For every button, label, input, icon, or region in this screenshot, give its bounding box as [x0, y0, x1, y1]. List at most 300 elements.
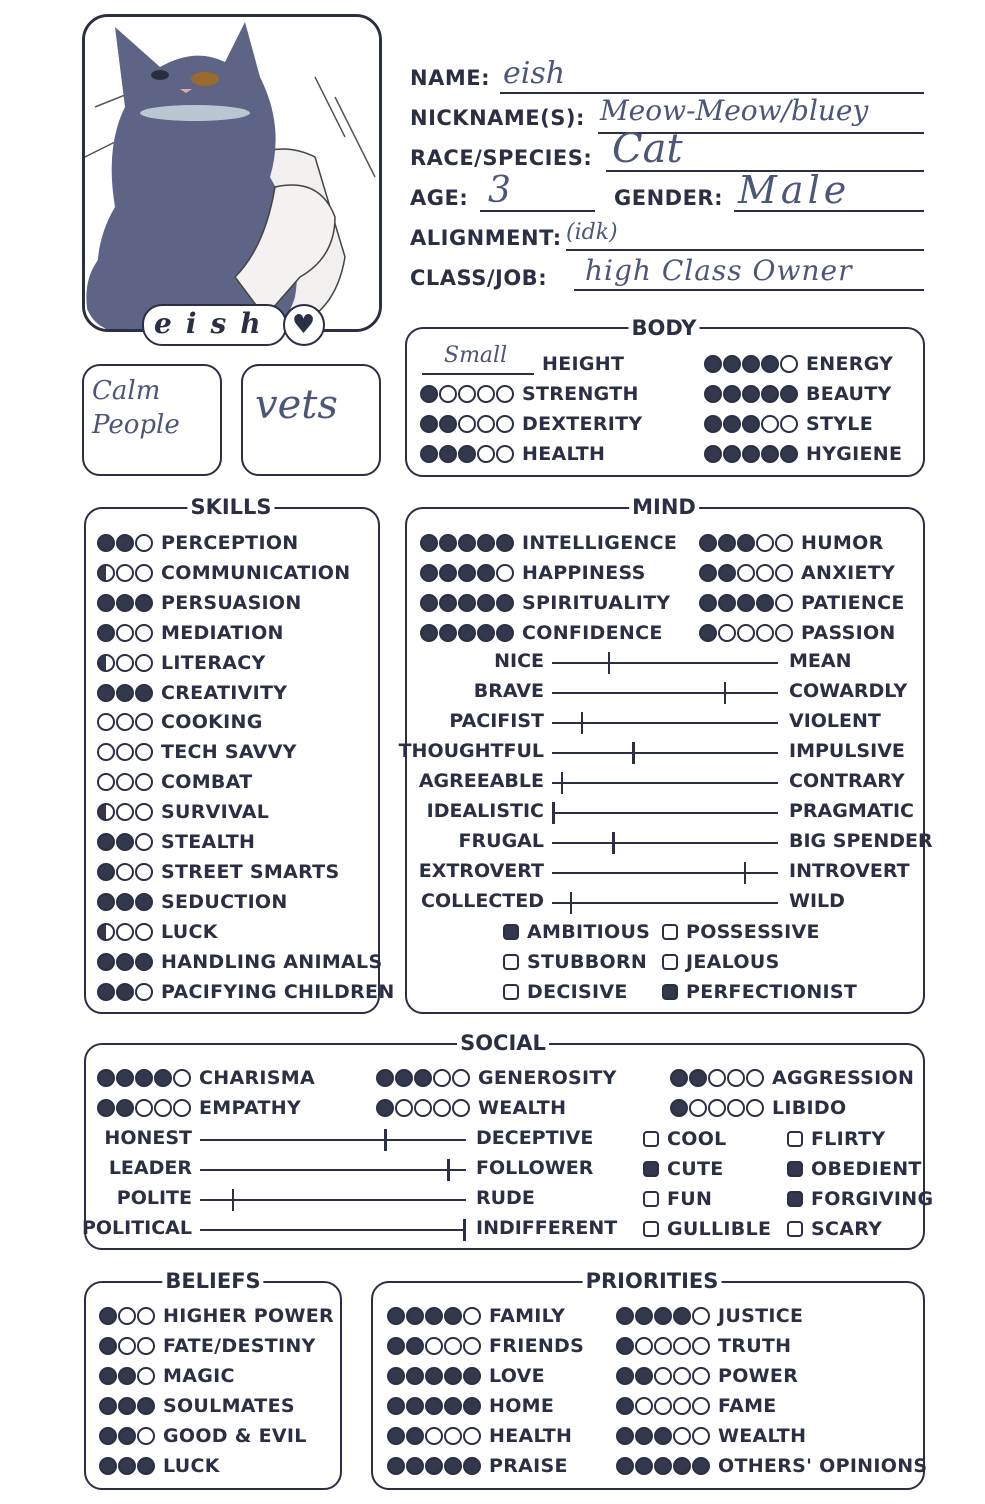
empty-dot-icon[interactable]	[654, 1397, 672, 1415]
empty-dot-icon[interactable]	[137, 1337, 155, 1355]
filled-dot-icon[interactable]	[670, 1099, 688, 1117]
trait-cute[interactable]	[643, 1155, 724, 1183]
filled-dot-icon[interactable]	[376, 1099, 394, 1117]
slider-brave-cowardly[interactable]	[552, 692, 778, 694]
slider-handle[interactable]	[552, 802, 555, 824]
rating-dots	[97, 833, 153, 851]
name-label: NAME:	[410, 66, 490, 90]
filled-dot-icon[interactable]	[673, 1307, 691, 1325]
slider-thoughtful-impulsive[interactable]	[552, 752, 778, 754]
filled-dot-icon[interactable]	[737, 594, 755, 612]
filled-dot-icon[interactable]	[425, 1307, 443, 1325]
trait-cool[interactable]	[643, 1125, 727, 1153]
empty-dot-icon[interactable]	[635, 1397, 653, 1415]
filled-dot-icon[interactable]	[154, 1069, 172, 1087]
filled-dot-icon[interactable]	[654, 1307, 672, 1325]
filled-dot-icon[interactable]	[742, 445, 760, 463]
trait-scary[interactable]	[787, 1215, 882, 1243]
filled-dot-icon[interactable]	[477, 594, 495, 612]
filled-dot-icon[interactable]	[97, 684, 115, 702]
empty-dot-icon[interactable]	[496, 415, 514, 433]
trait-obedient[interactable]	[787, 1155, 922, 1183]
empty-dot-icon[interactable]	[116, 564, 134, 582]
filled-dot-icon[interactable]	[718, 594, 736, 612]
slider-handle[interactable]	[447, 1159, 450, 1181]
filled-dot-icon[interactable]	[387, 1367, 405, 1385]
filled-dot-icon[interactable]	[463, 1397, 481, 1415]
empty-dot-icon[interactable]	[116, 803, 134, 821]
filled-dot-icon[interactable]	[616, 1427, 634, 1445]
empty-dot-icon[interactable]	[452, 1069, 470, 1087]
filled-dot-icon[interactable]	[780, 385, 798, 403]
filled-dot-icon[interactable]	[616, 1307, 634, 1325]
filled-dot-icon[interactable]	[118, 1397, 136, 1415]
filled-dot-icon[interactable]	[97, 833, 115, 851]
filled-dot-icon[interactable]	[99, 1427, 117, 1445]
empty-dot-icon[interactable]	[775, 624, 793, 642]
slider-handle[interactable]	[744, 862, 747, 884]
half-dot-icon[interactable]	[97, 803, 115, 821]
empty-dot-icon[interactable]	[444, 1427, 462, 1445]
empty-dot-icon[interactable]	[737, 624, 755, 642]
filled-dot-icon[interactable]	[395, 1069, 413, 1087]
empty-dot-icon[interactable]	[425, 1427, 443, 1445]
empty-dot-icon[interactable]	[780, 355, 798, 373]
filled-dot-icon[interactable]	[723, 385, 741, 403]
slider-polite-rude[interactable]	[200, 1199, 466, 1201]
slider-honest-deceptive[interactable]	[200, 1139, 466, 1141]
filled-dot-icon[interactable]	[635, 1427, 653, 1445]
empty-dot-icon[interactable]	[458, 415, 476, 433]
filled-dot-icon[interactable]	[718, 534, 736, 552]
stat-label: STYLE	[806, 413, 873, 435]
empty-dot-icon[interactable]	[433, 1069, 451, 1087]
filled-dot-icon[interactable]	[761, 355, 779, 373]
slider-handle[interactable]	[384, 1129, 387, 1151]
empty-dot-icon[interactable]	[692, 1307, 710, 1325]
filled-dot-icon[interactable]	[116, 983, 134, 1001]
unchecked-box-icon[interactable]	[787, 1131, 803, 1147]
filled-dot-icon[interactable]	[387, 1427, 405, 1445]
empty-dot-icon[interactable]	[116, 863, 134, 881]
empty-dot-icon[interactable]	[477, 415, 495, 433]
filled-dot-icon[interactable]	[420, 445, 438, 463]
filled-dot-icon[interactable]	[97, 1069, 115, 1087]
filled-dot-icon[interactable]	[616, 1337, 634, 1355]
slider-handle[interactable]	[463, 1219, 466, 1241]
filled-dot-icon[interactable]	[654, 1427, 672, 1445]
filled-dot-icon[interactable]	[692, 1457, 710, 1475]
trait-fun[interactable]	[643, 1185, 712, 1213]
filled-dot-icon[interactable]	[616, 1457, 634, 1475]
empty-dot-icon[interactable]	[654, 1367, 672, 1385]
trait-stubborn[interactable]	[503, 948, 647, 976]
unchecked-box-icon[interactable]	[643, 1221, 659, 1237]
empty-dot-icon[interactable]	[135, 923, 153, 941]
slider-pacifist-violent[interactable]	[552, 722, 778, 724]
empty-dot-icon[interactable]	[135, 743, 153, 761]
filled-dot-icon[interactable]	[458, 624, 476, 642]
filled-dot-icon[interactable]	[99, 1337, 117, 1355]
stat-style	[704, 410, 873, 438]
filled-dot-icon[interactable]	[761, 385, 779, 403]
stat-aggression	[670, 1064, 914, 1092]
empty-dot-icon[interactable]	[135, 773, 153, 791]
filled-dot-icon[interactable]	[635, 1307, 653, 1325]
filled-dot-icon[interactable]	[97, 594, 115, 612]
filled-dot-icon[interactable]	[425, 1397, 443, 1415]
filled-dot-icon[interactable]	[439, 534, 457, 552]
unchecked-box-icon[interactable]	[503, 984, 519, 1000]
unchecked-box-icon[interactable]	[503, 954, 519, 970]
stat-fate-destiny	[99, 1332, 316, 1360]
empty-dot-icon[interactable]	[737, 564, 755, 582]
filled-dot-icon[interactable]	[376, 1069, 394, 1087]
empty-dot-icon[interactable]	[477, 445, 495, 463]
empty-dot-icon[interactable]	[137, 1367, 155, 1385]
filled-dot-icon[interactable]	[439, 564, 457, 582]
empty-dot-icon[interactable]	[708, 1069, 726, 1087]
empty-dot-icon[interactable]	[173, 1099, 191, 1117]
empty-dot-icon[interactable]	[444, 1337, 462, 1355]
empty-dot-icon[interactable]	[135, 624, 153, 642]
filled-dot-icon[interactable]	[699, 534, 717, 552]
filled-dot-icon[interactable]	[463, 1457, 481, 1475]
filled-dot-icon[interactable]	[496, 534, 514, 552]
filled-dot-icon[interactable]	[635, 1457, 653, 1475]
empty-dot-icon[interactable]	[692, 1427, 710, 1445]
filled-dot-icon[interactable]	[116, 534, 134, 552]
filled-dot-icon[interactable]	[137, 1397, 155, 1415]
filled-dot-icon[interactable]	[689, 1069, 707, 1087]
slider-handle[interactable]	[608, 652, 611, 674]
filled-dot-icon[interactable]	[718, 564, 736, 582]
empty-dot-icon[interactable]	[458, 385, 476, 403]
filled-dot-icon[interactable]	[616, 1367, 634, 1385]
filled-dot-icon[interactable]	[97, 1099, 115, 1117]
empty-dot-icon[interactable]	[780, 415, 798, 433]
empty-dot-icon[interactable]	[118, 1337, 136, 1355]
unchecked-box-icon[interactable]	[662, 924, 678, 940]
filled-dot-icon[interactable]	[635, 1367, 653, 1385]
filled-dot-icon[interactable]	[420, 415, 438, 433]
empty-dot-icon[interactable]	[135, 654, 153, 672]
filled-dot-icon[interactable]	[97, 624, 115, 642]
empty-dot-icon[interactable]	[496, 564, 514, 582]
empty-dot-icon[interactable]	[756, 624, 774, 642]
filled-dot-icon[interactable]	[444, 1367, 462, 1385]
checked-box-icon[interactable]	[787, 1191, 803, 1207]
filled-dot-icon[interactable]	[673, 1457, 691, 1475]
empty-dot-icon[interactable]	[718, 624, 736, 642]
filled-dot-icon[interactable]	[116, 594, 134, 612]
filled-dot-icon[interactable]	[439, 624, 457, 642]
filled-dot-icon[interactable]	[406, 1337, 424, 1355]
filled-dot-icon[interactable]	[97, 953, 115, 971]
filled-dot-icon[interactable]	[387, 1307, 405, 1325]
filled-dot-icon[interactable]	[737, 534, 755, 552]
slider-handle[interactable]	[561, 772, 564, 794]
empty-dot-icon[interactable]	[452, 1099, 470, 1117]
trait-flirty[interactable]	[787, 1125, 885, 1153]
filled-dot-icon[interactable]	[135, 893, 153, 911]
filled-dot-icon[interactable]	[723, 355, 741, 373]
empty-dot-icon[interactable]	[635, 1337, 653, 1355]
filled-dot-icon[interactable]	[406, 1307, 424, 1325]
empty-dot-icon[interactable]	[746, 1069, 764, 1087]
filled-dot-icon[interactable]	[699, 624, 717, 642]
slider-agreeable-contrary[interactable]	[552, 782, 778, 784]
priorities-title: PRIORITIES	[583, 1269, 722, 1293]
filled-dot-icon[interactable]	[116, 893, 134, 911]
filled-dot-icon[interactable]	[654, 1457, 672, 1475]
filled-dot-icon[interactable]	[387, 1457, 405, 1475]
checked-box-icon[interactable]	[787, 1161, 803, 1177]
empty-dot-icon[interactable]	[97, 773, 115, 791]
trait-possessive[interactable]	[662, 918, 820, 946]
empty-dot-icon[interactable]	[395, 1099, 413, 1117]
filled-dot-icon[interactable]	[135, 953, 153, 971]
empty-dot-icon[interactable]	[727, 1099, 745, 1117]
empty-dot-icon[interactable]	[761, 415, 779, 433]
checked-box-icon[interactable]	[662, 984, 678, 1000]
stat-dexterity	[420, 410, 642, 438]
filled-dot-icon[interactable]	[439, 445, 457, 463]
empty-dot-icon[interactable]	[496, 385, 514, 403]
filled-dot-icon[interactable]	[477, 564, 495, 582]
unchecked-box-icon[interactable]	[662, 954, 678, 970]
empty-dot-icon[interactable]	[154, 1099, 172, 1117]
half-dot-icon[interactable]	[97, 654, 115, 672]
filled-dot-icon[interactable]	[420, 594, 438, 612]
empty-dot-icon[interactable]	[118, 1307, 136, 1325]
filled-dot-icon[interactable]	[699, 564, 717, 582]
empty-dot-icon[interactable]	[756, 534, 774, 552]
trait-forgiving[interactable]	[787, 1185, 933, 1213]
filled-dot-icon[interactable]	[97, 863, 115, 881]
empty-dot-icon[interactable]	[477, 385, 495, 403]
filled-dot-icon[interactable]	[463, 1367, 481, 1385]
trait-jealous[interactable]	[662, 948, 780, 976]
filled-dot-icon[interactable]	[387, 1337, 405, 1355]
filled-dot-icon[interactable]	[742, 385, 760, 403]
empty-dot-icon[interactable]	[137, 1307, 155, 1325]
filled-dot-icon[interactable]	[496, 624, 514, 642]
filled-dot-icon[interactable]	[118, 1457, 136, 1475]
empty-dot-icon[interactable]	[692, 1367, 710, 1385]
filled-dot-icon[interactable]	[616, 1397, 634, 1415]
slider-political-indifferent[interactable]	[200, 1229, 466, 1231]
filled-dot-icon[interactable]	[116, 1069, 134, 1087]
trait-gullible[interactable]	[643, 1215, 771, 1243]
filled-dot-icon[interactable]	[135, 684, 153, 702]
filled-dot-icon[interactable]	[420, 385, 438, 403]
filled-dot-icon[interactable]	[699, 594, 717, 612]
trait-perfectionist[interactable]	[662, 978, 857, 1006]
checked-box-icon[interactable]	[503, 924, 519, 940]
rating-dots	[97, 594, 153, 612]
filled-dot-icon[interactable]	[99, 1367, 117, 1385]
filled-dot-icon[interactable]	[477, 534, 495, 552]
empty-dot-icon[interactable]	[756, 564, 774, 582]
filled-dot-icon[interactable]	[780, 445, 798, 463]
empty-dot-icon[interactable]	[116, 624, 134, 642]
trait-decisive[interactable]	[503, 978, 628, 1006]
filled-dot-icon[interactable]	[704, 385, 722, 403]
filled-dot-icon[interactable]	[458, 534, 476, 552]
filled-dot-icon[interactable]	[704, 355, 722, 373]
empty-dot-icon[interactable]	[673, 1397, 691, 1415]
slider-handle[interactable]	[724, 682, 727, 704]
slider-frugal-big-spender[interactable]	[552, 842, 778, 844]
empty-dot-icon[interactable]	[689, 1099, 707, 1117]
slider-handle[interactable]	[612, 832, 615, 854]
filled-dot-icon[interactable]	[458, 445, 476, 463]
empty-dot-icon[interactable]	[135, 983, 153, 1001]
empty-dot-icon[interactable]	[463, 1427, 481, 1445]
empty-dot-icon[interactable]	[116, 743, 134, 761]
filled-dot-icon[interactable]	[420, 624, 438, 642]
filled-dot-icon[interactable]	[118, 1427, 136, 1445]
empty-dot-icon[interactable]	[135, 534, 153, 552]
slider-handle[interactable]	[632, 742, 635, 764]
filled-dot-icon[interactable]	[99, 1397, 117, 1415]
slider-handle[interactable]	[232, 1189, 235, 1211]
stat-love	[387, 1362, 545, 1390]
empty-dot-icon[interactable]	[496, 445, 514, 463]
filled-dot-icon[interactable]	[742, 355, 760, 373]
social-title: SOCIAL	[457, 1031, 549, 1055]
empty-dot-icon[interactable]	[135, 564, 153, 582]
empty-dot-icon[interactable]	[692, 1337, 710, 1355]
unchecked-box-icon[interactable]	[643, 1191, 659, 1207]
trait-ambitious[interactable]	[503, 918, 650, 946]
slider-leader-follower[interactable]	[200, 1169, 466, 1171]
filled-dot-icon[interactable]	[414, 1069, 432, 1087]
filled-dot-icon[interactable]	[97, 893, 115, 911]
empty-dot-icon[interactable]	[116, 923, 134, 941]
filled-dot-icon[interactable]	[118, 1367, 136, 1385]
empty-dot-icon[interactable]	[137, 1427, 155, 1445]
empty-dot-icon[interactable]	[708, 1099, 726, 1117]
filled-dot-icon[interactable]	[723, 445, 741, 463]
filled-dot-icon[interactable]	[444, 1457, 462, 1475]
filled-dot-icon[interactable]	[406, 1457, 424, 1475]
empty-dot-icon[interactable]	[439, 385, 457, 403]
filled-dot-icon[interactable]	[439, 415, 457, 433]
empty-dot-icon[interactable]	[775, 564, 793, 582]
filled-dot-icon[interactable]	[97, 983, 115, 1001]
half-dot-icon[interactable]	[97, 923, 115, 941]
unchecked-box-icon[interactable]	[787, 1221, 803, 1237]
half-dot-icon[interactable]	[97, 564, 115, 582]
filled-dot-icon[interactable]	[99, 1457, 117, 1475]
empty-dot-icon[interactable]	[135, 1099, 153, 1117]
empty-dot-icon[interactable]	[414, 1099, 432, 1117]
filled-dot-icon[interactable]	[99, 1307, 117, 1325]
slider-extrovert-introvert[interactable]	[552, 872, 778, 874]
slider-left-label: LEADER	[108, 1157, 192, 1179]
filled-dot-icon[interactable]	[458, 564, 476, 582]
filled-dot-icon[interactable]	[137, 1457, 155, 1475]
empty-dot-icon[interactable]	[727, 1069, 745, 1087]
empty-dot-icon[interactable]	[673, 1367, 691, 1385]
filled-dot-icon[interactable]	[97, 534, 115, 552]
filled-dot-icon[interactable]	[406, 1397, 424, 1415]
checked-box-icon[interactable]	[643, 1161, 659, 1177]
empty-dot-icon[interactable]	[116, 654, 134, 672]
slider-handle[interactable]	[581, 712, 584, 734]
empty-dot-icon[interactable]	[135, 803, 153, 821]
filled-dot-icon[interactable]	[458, 594, 476, 612]
empty-dot-icon[interactable]	[673, 1337, 691, 1355]
empty-dot-icon[interactable]	[775, 594, 793, 612]
filled-dot-icon[interactable]	[116, 953, 134, 971]
filled-dot-icon[interactable]	[116, 833, 134, 851]
filled-dot-icon[interactable]	[444, 1307, 462, 1325]
filled-dot-icon[interactable]	[420, 534, 438, 552]
filled-dot-icon[interactable]	[135, 1069, 153, 1087]
empty-dot-icon[interactable]	[116, 713, 134, 731]
unchecked-box-icon[interactable]	[643, 1131, 659, 1147]
stat-empathy	[97, 1094, 301, 1122]
empty-dot-icon[interactable]	[97, 713, 115, 731]
filled-dot-icon[interactable]	[135, 594, 153, 612]
empty-dot-icon[interactable]	[425, 1337, 443, 1355]
filled-dot-icon[interactable]	[704, 415, 722, 433]
empty-dot-icon[interactable]	[135, 713, 153, 731]
empty-dot-icon[interactable]	[775, 534, 793, 552]
stat-label: CREATIVITY	[161, 681, 288, 704]
filled-dot-icon[interactable]	[439, 594, 457, 612]
slider-handle[interactable]	[570, 892, 573, 914]
filled-dot-icon[interactable]	[723, 415, 741, 433]
filled-dot-icon[interactable]	[742, 415, 760, 433]
filled-dot-icon[interactable]	[756, 594, 774, 612]
filled-dot-icon[interactable]	[496, 594, 514, 612]
empty-dot-icon[interactable]	[692, 1397, 710, 1415]
slider-collected-wild[interactable]	[552, 902, 778, 904]
filled-dot-icon[interactable]	[116, 684, 134, 702]
filled-dot-icon[interactable]	[704, 445, 722, 463]
filled-dot-icon[interactable]	[425, 1367, 443, 1385]
filled-dot-icon[interactable]	[387, 1397, 405, 1415]
empty-dot-icon[interactable]	[673, 1427, 691, 1445]
filled-dot-icon[interactable]	[477, 624, 495, 642]
empty-dot-icon[interactable]	[97, 743, 115, 761]
empty-dot-icon[interactable]	[135, 833, 153, 851]
empty-dot-icon[interactable]	[746, 1099, 764, 1117]
empty-dot-icon[interactable]	[463, 1337, 481, 1355]
empty-dot-icon[interactable]	[463, 1307, 481, 1325]
filled-dot-icon[interactable]	[444, 1397, 462, 1415]
filled-dot-icon[interactable]	[761, 445, 779, 463]
empty-dot-icon[interactable]	[654, 1337, 672, 1355]
filled-dot-icon[interactable]	[116, 1099, 134, 1117]
empty-dot-icon[interactable]	[116, 773, 134, 791]
empty-dot-icon[interactable]	[135, 863, 153, 881]
stat-label: EMPATHY	[199, 1097, 302, 1119]
filled-dot-icon[interactable]	[670, 1069, 688, 1087]
filled-dot-icon[interactable]	[425, 1457, 443, 1475]
empty-dot-icon[interactable]	[173, 1069, 191, 1087]
slider-idealistic-pragmatic[interactable]	[552, 812, 778, 814]
slider-nice-mean[interactable]	[552, 662, 778, 664]
filled-dot-icon[interactable]	[420, 564, 438, 582]
filled-dot-icon[interactable]	[406, 1427, 424, 1445]
filled-dot-icon[interactable]	[406, 1367, 424, 1385]
empty-dot-icon[interactable]	[433, 1099, 451, 1117]
